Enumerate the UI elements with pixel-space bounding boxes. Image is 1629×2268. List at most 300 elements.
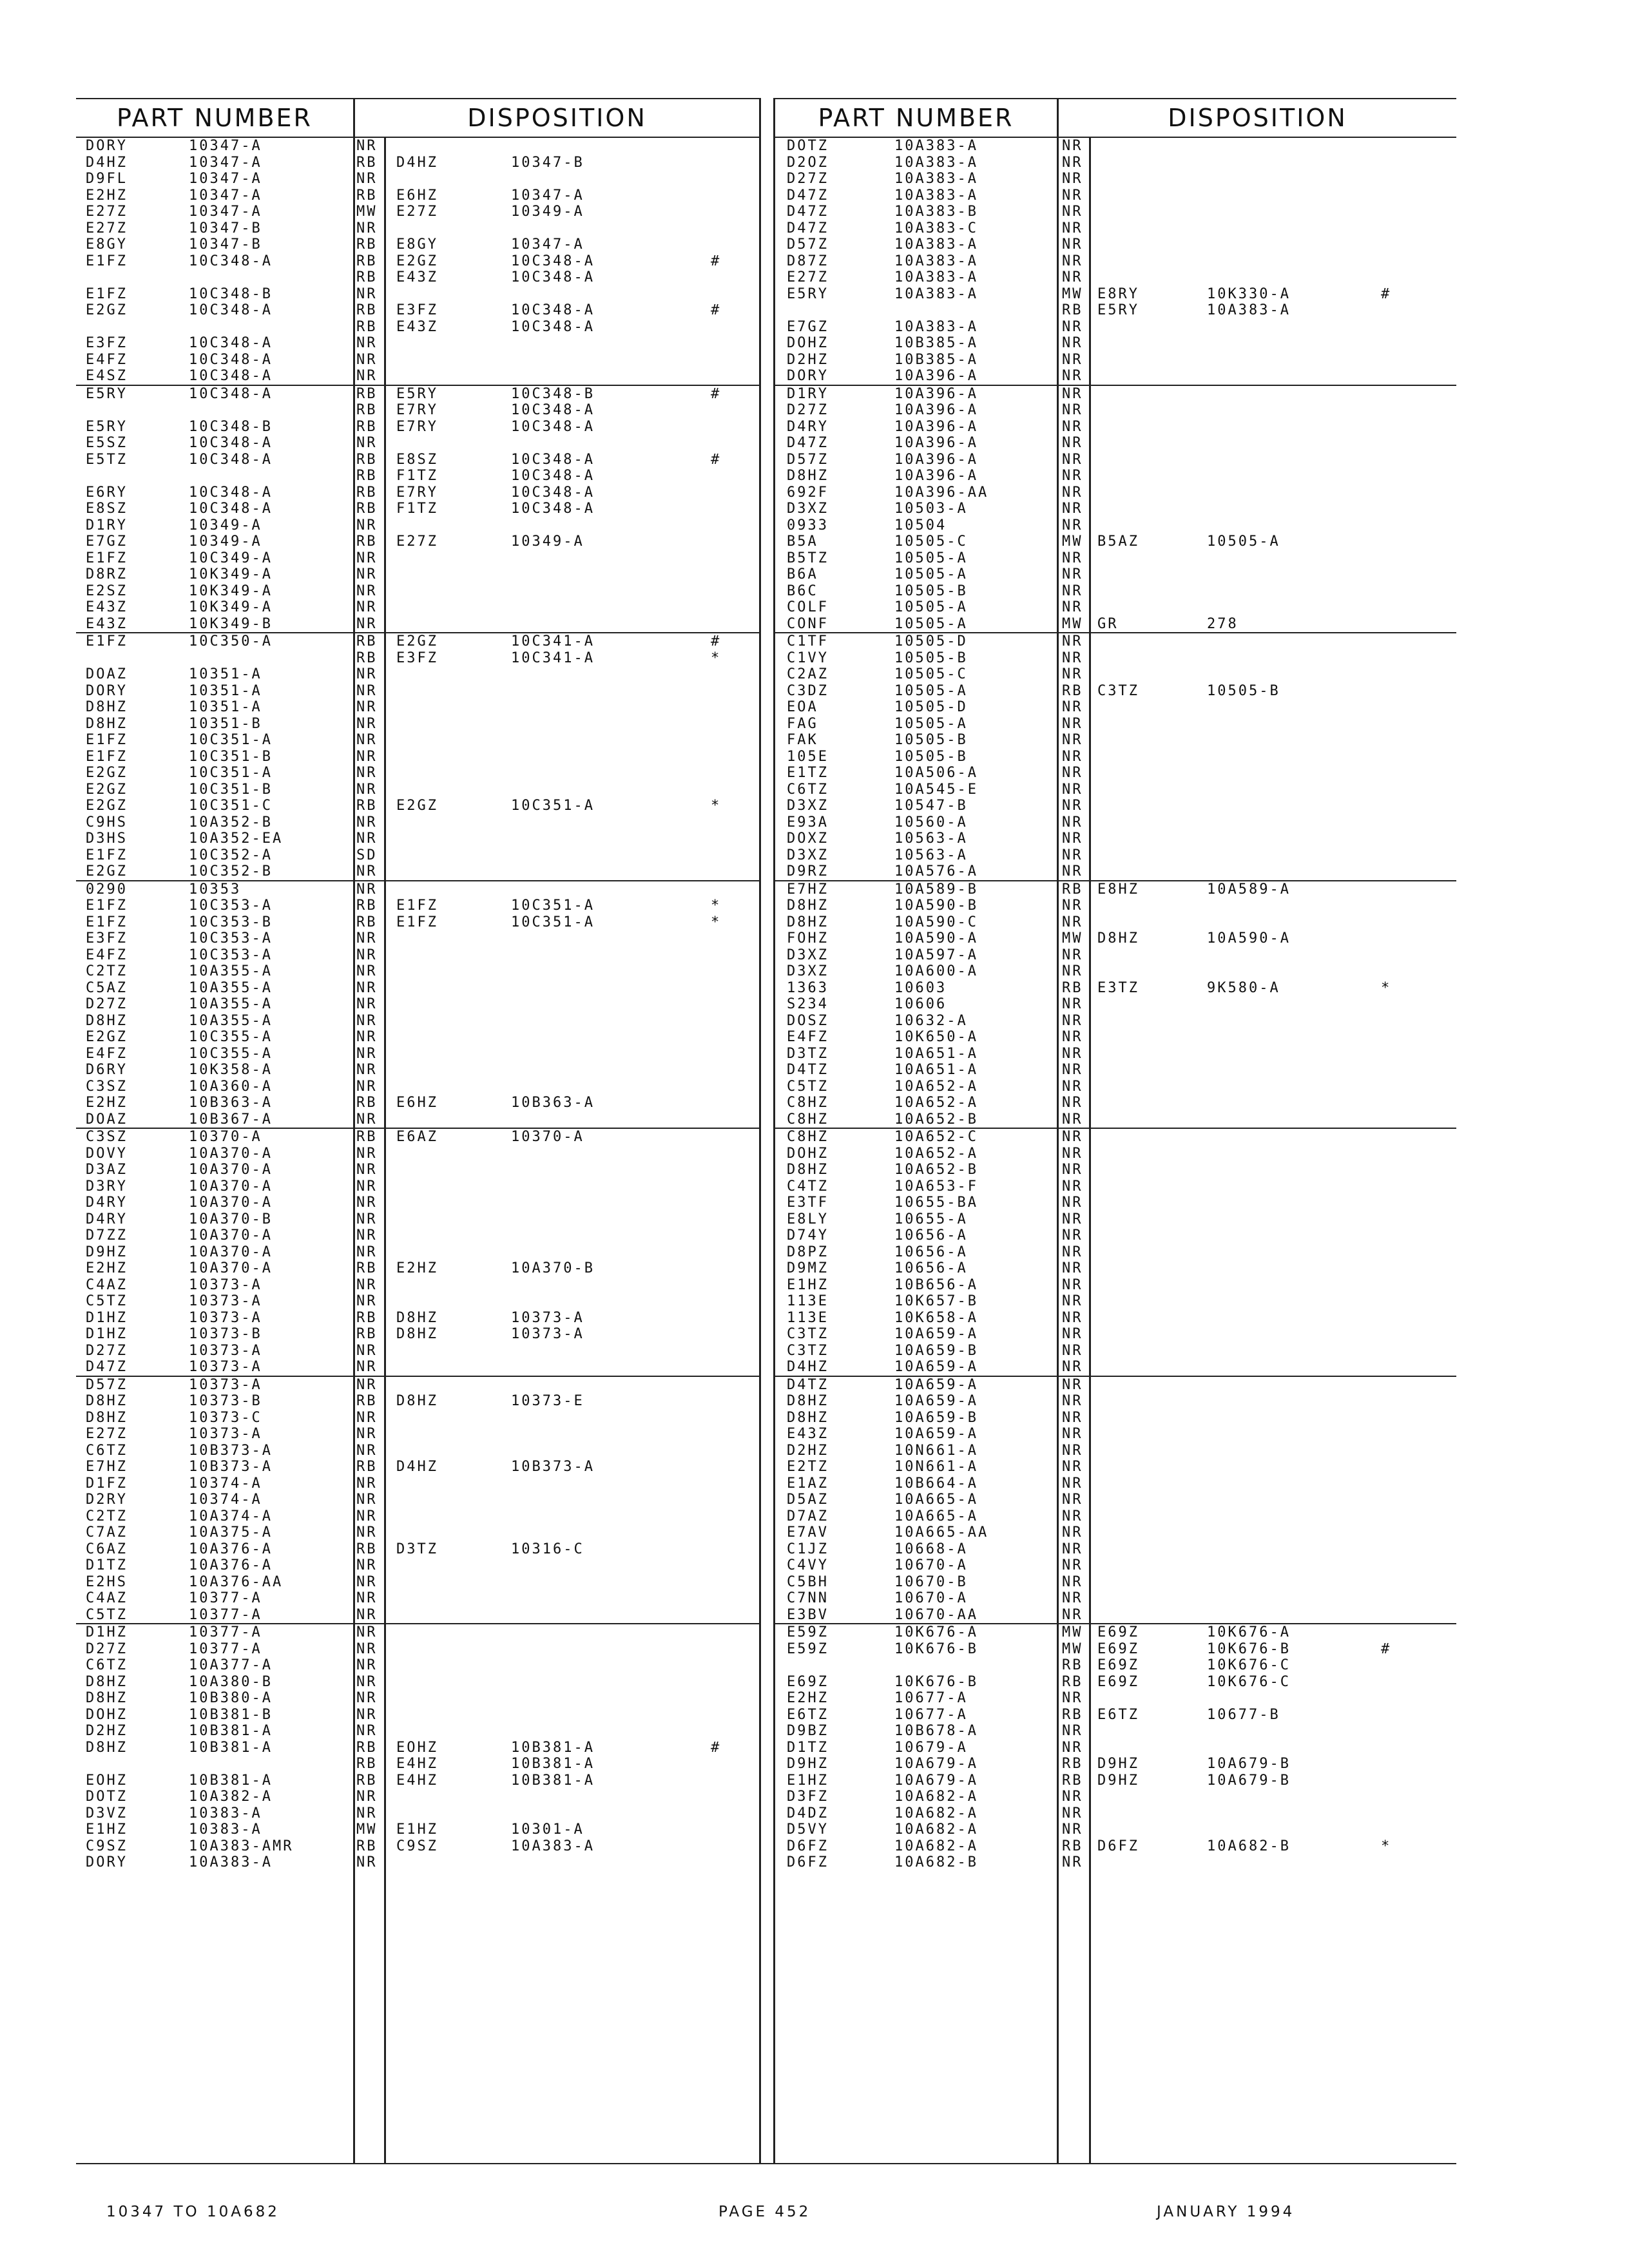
part-number: 10505-A [894, 615, 968, 632]
part-prefix: E1HZ [787, 1276, 829, 1293]
part-number: 10A352-EA [189, 831, 284, 847]
part-prefix: B6A [787, 566, 818, 582]
disposition-code: NR [1062, 1459, 1083, 1475]
disposition-code: NR [1062, 914, 1083, 930]
disposition-code: NR [356, 1606, 378, 1623]
part-prefix: D4RY [86, 1195, 128, 1211]
disposition-number: 10316-C [511, 1541, 584, 1557]
part-number: 10C348-A [189, 385, 273, 402]
table-row [775, 749, 1456, 765]
part-prefix: E1FZ [86, 748, 128, 765]
part-number: 10A652-A [894, 1145, 978, 1162]
table-row [775, 1756, 1456, 1773]
part-number: 10A383-A [894, 138, 978, 154]
disposition-number: 10K676-C [1207, 1657, 1291, 1673]
table-row [775, 583, 1456, 600]
disposition-code: RB [356, 1393, 378, 1409]
table-row [775, 1475, 1456, 1492]
disposition-code: NR [356, 1111, 378, 1128]
disposition-number: 10347-B [511, 154, 584, 171]
disposition-prefix: E69Z [1097, 1624, 1139, 1640]
header-disposition-right: DISPOSITION [1168, 104, 1347, 132]
part-number: 10349-A [189, 533, 262, 550]
part-prefix: B5TZ [787, 550, 829, 566]
disposition-prefix: E8GY [396, 236, 438, 253]
part-number: 10A376-A [189, 1557, 273, 1573]
table-row [775, 798, 1456, 814]
part-number: 10C348-A [189, 253, 273, 269]
disposition-code: RB [1062, 881, 1083, 898]
table-row [76, 1838, 759, 1855]
table-row [775, 666, 1456, 683]
disposition-code: NR [356, 1012, 378, 1029]
part-prefix: C3DZ [787, 682, 829, 699]
part-prefix: D3FZ [787, 1789, 829, 1805]
part-number: 10A590-C [894, 914, 978, 930]
disposition-prefix: D9HZ [1097, 1772, 1139, 1789]
table-row [76, 1013, 759, 1030]
disposition-code: NR [356, 1244, 378, 1260]
table-row [775, 980, 1456, 997]
disposition-prefix: D8HZ [1097, 930, 1139, 947]
part-prefix: DORY [86, 1854, 128, 1870]
part-number: 10670-A [894, 1557, 968, 1573]
part-number: 10A370-A [189, 1244, 273, 1260]
part-prefix: E7HZ [787, 881, 829, 898]
table-row [775, 269, 1456, 286]
part-prefix: D57Z [787, 451, 829, 468]
part-prefix: E5RY [787, 285, 829, 302]
table-row [775, 1195, 1456, 1211]
part-number: 10B367-A [189, 1111, 273, 1128]
table-row [76, 1260, 759, 1277]
disposition-code: NR [1062, 1442, 1083, 1459]
disposition-prefix: E69Z [1097, 1657, 1139, 1673]
part-number: 10K657-B [894, 1293, 978, 1309]
disposition-number: 10505-A [1207, 533, 1280, 550]
part-prefix: E1FZ [86, 898, 128, 914]
disposition-code: RB [356, 418, 378, 435]
disposition-code: NR [1062, 699, 1083, 715]
disposition-code: NR [356, 1524, 378, 1541]
table-row [76, 1723, 759, 1740]
disposition-code: NR [1062, 963, 1083, 979]
disposition-code: NR [356, 615, 378, 632]
part-prefix: D27Z [787, 402, 829, 418]
part-number: 10N661-A [894, 1459, 978, 1475]
part-prefix: D57Z [86, 1376, 128, 1393]
footer-page: PAGE 452 [718, 2204, 811, 2220]
part-number: 10A682-A [894, 1789, 978, 1805]
part-number: 10A659-A [894, 1326, 978, 1342]
table-row [76, 1146, 759, 1162]
part-prefix: C9HS [86, 814, 128, 831]
part-number: 10C351-A [189, 765, 273, 781]
part-number: 10377-A [189, 1606, 262, 1623]
disposition-code: NR [356, 220, 378, 236]
part-number: 10A590-B [894, 898, 978, 914]
part-number: 10505-D [894, 699, 968, 715]
part-prefix: C2TZ [86, 1508, 128, 1524]
part-prefix: E6TZ [787, 1706, 829, 1723]
disposition-code: NR [1062, 1129, 1083, 1145]
part-number: 10374-A [189, 1492, 262, 1508]
disposition-code: NR [1062, 1260, 1083, 1276]
part-number: 10C348-A [189, 484, 273, 501]
part-number: 10A383-C [894, 220, 978, 236]
part-number: 10677-A [894, 1690, 968, 1706]
table-row [775, 517, 1456, 534]
part-prefix: D8HZ [86, 1393, 128, 1409]
table-row [775, 650, 1456, 667]
table-row [76, 599, 759, 616]
disposition-number: 10347-A [511, 236, 584, 253]
table-row [76, 402, 759, 419]
table-row [775, 1146, 1456, 1162]
table-row [76, 1789, 759, 1805]
part-prefix: E2GZ [86, 863, 128, 879]
part-number: 10373-B [189, 1393, 262, 1409]
disposition-code: NR [1062, 1342, 1083, 1359]
part-prefix: C2AZ [787, 666, 829, 682]
table-row [775, 782, 1456, 798]
part-prefix: D9FL [86, 171, 128, 187]
part-prefix: D3VZ [86, 1805, 128, 1821]
part-prefix: E43Z [787, 1426, 829, 1442]
disposition-prefix: E2GZ [396, 633, 438, 649]
disposition-prefix: E3TZ [1097, 979, 1139, 996]
disposition-code: NR [1062, 484, 1083, 501]
table-row [775, 1574, 1456, 1591]
table-row [775, 1227, 1456, 1244]
table-row [775, 1343, 1456, 1360]
part-prefix: E1FZ [86, 253, 128, 269]
part-prefix: D8RZ [86, 566, 128, 582]
part-prefix: D74Y [787, 1227, 829, 1244]
part-prefix: DOSZ [787, 1012, 829, 1029]
disposition-code: NR [356, 963, 378, 979]
part-number: 10377-A [189, 1624, 262, 1640]
part-prefix: D1TZ [86, 1557, 128, 1573]
disposition-prefix: E2GZ [396, 798, 438, 814]
part-number: 10373-A [189, 1426, 262, 1442]
part-number: 10351-A [189, 682, 262, 699]
disposition-code: NR [1062, 1062, 1083, 1078]
disposition-prefix: F1TZ [396, 468, 438, 484]
table-row [76, 550, 759, 567]
disposition-number: 10B381-A [511, 1772, 595, 1789]
part-number: 10351-B [189, 715, 262, 732]
table-row [76, 914, 759, 931]
part-prefix: FOHZ [787, 930, 829, 947]
table-row [76, 1590, 759, 1607]
table-row [76, 566, 759, 583]
part-prefix: E27Z [86, 220, 128, 236]
disposition-code: NR [356, 1045, 378, 1062]
disposition-code: NR [356, 1195, 378, 1211]
disposition-code: NR [356, 1409, 378, 1426]
disposition-prefix: EOHZ [396, 1739, 438, 1756]
disposition-code: NR [356, 435, 378, 451]
disposition-number: 10301-A [511, 1821, 584, 1838]
disposition-code: NR [1062, 1475, 1083, 1492]
part-prefix: 0933 [787, 517, 829, 533]
table-row [76, 1046, 759, 1062]
disposition-code: NR [356, 1673, 378, 1690]
part-prefix: D3HS [86, 831, 128, 847]
table-row [775, 963, 1456, 980]
table-row [76, 171, 759, 187]
disposition-code: NR [1062, 649, 1083, 666]
disposition-code: NR [1062, 253, 1083, 269]
disposition-code: RB [356, 1326, 378, 1342]
part-prefix: D4TZ [787, 1376, 829, 1393]
table-row [775, 947, 1456, 964]
part-number: 10A376-AA [189, 1573, 284, 1590]
disposition-code: NR [1062, 385, 1083, 402]
table-row [775, 402, 1456, 419]
table-row [76, 187, 759, 204]
part-prefix: DORY [86, 682, 128, 699]
part-number: 10A652-A [894, 1095, 978, 1111]
disposition-code: NR [1062, 451, 1083, 468]
part-number: 10670-AA [894, 1606, 978, 1623]
part-number: 10347-A [189, 187, 262, 204]
part-number: 10373-A [189, 1342, 262, 1359]
part-number: 10A383-A [894, 154, 978, 171]
part-prefix: E5RY [86, 385, 128, 402]
part-number: 10547-B [894, 798, 968, 814]
part-number: 10373-A [189, 1293, 262, 1309]
table-row [76, 533, 759, 550]
disposition-code: NR [1062, 351, 1083, 368]
part-number: 10A370-B [189, 1211, 273, 1227]
part-number: 10505-C [894, 666, 968, 682]
table-row [775, 1723, 1456, 1740]
part-prefix: EOA [787, 699, 818, 715]
disposition-code: RB [356, 533, 378, 550]
part-prefix: E8SZ [86, 501, 128, 517]
disposition-number: 10C348-B [511, 385, 595, 402]
part-number: 10A383-AMR [189, 1838, 294, 1854]
part-number: 10C353-A [189, 947, 273, 963]
disposition-code: RB [356, 501, 378, 517]
part-number: 10B373-A [189, 1459, 273, 1475]
part-prefix: DOHZ [86, 1706, 128, 1723]
table-row [775, 1590, 1456, 1607]
part-prefix: C6TZ [787, 781, 829, 798]
part-number: 10A383-A [894, 269, 978, 285]
disposition-code: RB [1062, 1772, 1083, 1789]
part-number: 10A653-F [894, 1178, 978, 1195]
disposition-code: NR [1062, 1195, 1083, 1211]
table-row [76, 1393, 759, 1410]
disposition-code: NR [356, 1706, 378, 1723]
disposition-prefix: E5RY [396, 385, 438, 402]
disposition-code: NR [356, 682, 378, 699]
disposition-mark: # [711, 1739, 722, 1756]
part-number: 10373-B [189, 1326, 262, 1342]
disposition-number: 10677-B [1207, 1706, 1280, 1723]
table-row [76, 1426, 759, 1443]
part-number: 10B380-A [189, 1690, 273, 1706]
table-row [76, 632, 759, 650]
disposition-mark: * [1381, 1838, 1392, 1854]
part-prefix: D27Z [86, 1640, 128, 1657]
part-number: 10A383-A [189, 1854, 273, 1870]
disposition-code: NR [1062, 236, 1083, 253]
disposition-code: NR [356, 715, 378, 732]
disposition-code: NR [1062, 1805, 1083, 1821]
part-prefix: 113E [787, 1293, 829, 1309]
part-prefix: E59Z [787, 1640, 829, 1657]
table-row [775, 501, 1456, 517]
disposition-code: RB [1062, 1673, 1083, 1690]
part-number: 10505-A [894, 550, 968, 566]
part-prefix: D9HZ [787, 1756, 829, 1772]
disposition-code: NR [1062, 1409, 1083, 1426]
table-row [76, 1343, 759, 1360]
table-row [76, 1674, 759, 1691]
part-number: 10K658-A [894, 1309, 978, 1326]
disposition-number: 10K330-A [1207, 285, 1291, 302]
part-number: 10A355-A [189, 1012, 273, 1029]
table-row [775, 468, 1456, 485]
table-row [76, 1111, 759, 1128]
table-row [76, 1178, 759, 1195]
part-number: 10679-A [894, 1739, 968, 1756]
table-row [775, 898, 1456, 914]
disposition-number: 10C348-A [511, 253, 595, 269]
disposition-mark: # [1381, 285, 1392, 302]
table-row [76, 1359, 759, 1376]
table-row [76, 1773, 759, 1789]
table-row [775, 1657, 1456, 1674]
header-part-number-right: PART NUMBER [818, 104, 1014, 132]
disposition-code: NR [356, 881, 378, 898]
disposition-code: NR [1062, 468, 1083, 484]
disposition-code: NR [1062, 715, 1083, 732]
disposition-number: 10A370-B [511, 1260, 595, 1276]
disposition-mark: # [711, 253, 722, 269]
part-number: 10A383-A [894, 253, 978, 269]
part-prefix: COLF [787, 599, 829, 615]
part-number: 10B381-B [189, 1706, 273, 1723]
part-number: 10347-A [189, 138, 262, 154]
part-prefix: D47Z [787, 220, 829, 236]
part-number: 10A576-A [894, 863, 978, 879]
disposition-code: NR [1062, 566, 1083, 582]
disposition-code: NR [1062, 501, 1083, 517]
part-prefix: E1FZ [86, 550, 128, 566]
part-prefix: 105E [787, 748, 829, 765]
part-number: 10347-A [189, 204, 262, 220]
table-row [76, 880, 759, 898]
part-number: 10C348-A [189, 435, 273, 451]
part-prefix: D1FZ [86, 1475, 128, 1492]
part-number: 10A383-B [894, 204, 978, 220]
table-row [76, 583, 759, 600]
table-row [775, 1773, 1456, 1789]
disposition-code: NR [1062, 898, 1083, 914]
part-number: 10B381-A [189, 1739, 273, 1756]
disposition-code: NR [1062, 1078, 1083, 1095]
disposition-number: 10C348-A [511, 451, 595, 468]
part-number: 10A652-B [894, 1111, 978, 1128]
disposition-code: NR [356, 1376, 378, 1393]
part-prefix: D3XZ [787, 947, 829, 963]
disposition-code: NR [1062, 1211, 1083, 1227]
disposition-mark: * [711, 914, 722, 930]
footer-date: JANUARY 1994 [1157, 2204, 1295, 2220]
table-row [76, 847, 759, 864]
part-number: 10A665-A [894, 1508, 978, 1524]
disposition-number: 10373-E [511, 1393, 584, 1409]
disposition-code: RB [356, 1756, 378, 1772]
part-number: 10656-A [894, 1260, 968, 1276]
part-number: 10A651-A [894, 1045, 978, 1062]
table-row [775, 1443, 1456, 1459]
table-row [76, 468, 759, 485]
disposition-code: NR [1062, 1376, 1083, 1393]
part-number: 10B656-A [894, 1276, 978, 1293]
table-row [775, 1789, 1456, 1805]
table-row [775, 1211, 1456, 1228]
part-number: 10C348-A [189, 451, 273, 468]
part-prefix: C3SZ [86, 1078, 128, 1095]
part-number: 10C348-A [189, 335, 273, 351]
disposition-code: NR [356, 1029, 378, 1045]
table-row [76, 1574, 759, 1591]
disposition-code: RB [356, 385, 378, 402]
disposition-code: RB [1062, 1657, 1083, 1673]
part-prefix: D27Z [86, 996, 128, 1012]
table-row [775, 1393, 1456, 1410]
part-prefix: D3XZ [787, 847, 829, 863]
disposition-code: NR [1062, 1359, 1083, 1375]
disposition-number: 10C341-A [511, 633, 595, 649]
table-row [76, 699, 759, 716]
disposition-code: NR [356, 947, 378, 963]
part-prefix: C7AZ [86, 1524, 128, 1541]
table-row [775, 765, 1456, 782]
disposition-code: NR [1062, 1739, 1083, 1756]
disposition-code: NR [356, 1590, 378, 1606]
part-prefix: D9RZ [787, 863, 829, 879]
part-number: 10A659-A [894, 1426, 978, 1442]
table-row [775, 1854, 1456, 1871]
part-number: 10A383-A [894, 236, 978, 253]
table-row [76, 1557, 759, 1574]
disposition-code: NR [1062, 1821, 1083, 1838]
table-row [775, 1740, 1456, 1756]
disposition-code: NR [356, 1178, 378, 1195]
part-prefix: 113E [787, 1309, 829, 1326]
part-number: 10A383-A [894, 318, 978, 335]
disposition-code: RB [356, 1459, 378, 1475]
part-prefix: D1RY [787, 385, 829, 402]
part-prefix: E2GZ [86, 765, 128, 781]
part-prefix: CONF [787, 615, 829, 632]
part-number: 10A590-A [894, 930, 978, 947]
table-row [775, 1838, 1456, 1855]
disposition-code: NR [356, 550, 378, 566]
part-prefix: D27Z [787, 171, 829, 187]
table-row [775, 1260, 1456, 1277]
part-number: 10N661-A [894, 1442, 978, 1459]
table-row [76, 220, 759, 237]
table-row [76, 286, 759, 303]
